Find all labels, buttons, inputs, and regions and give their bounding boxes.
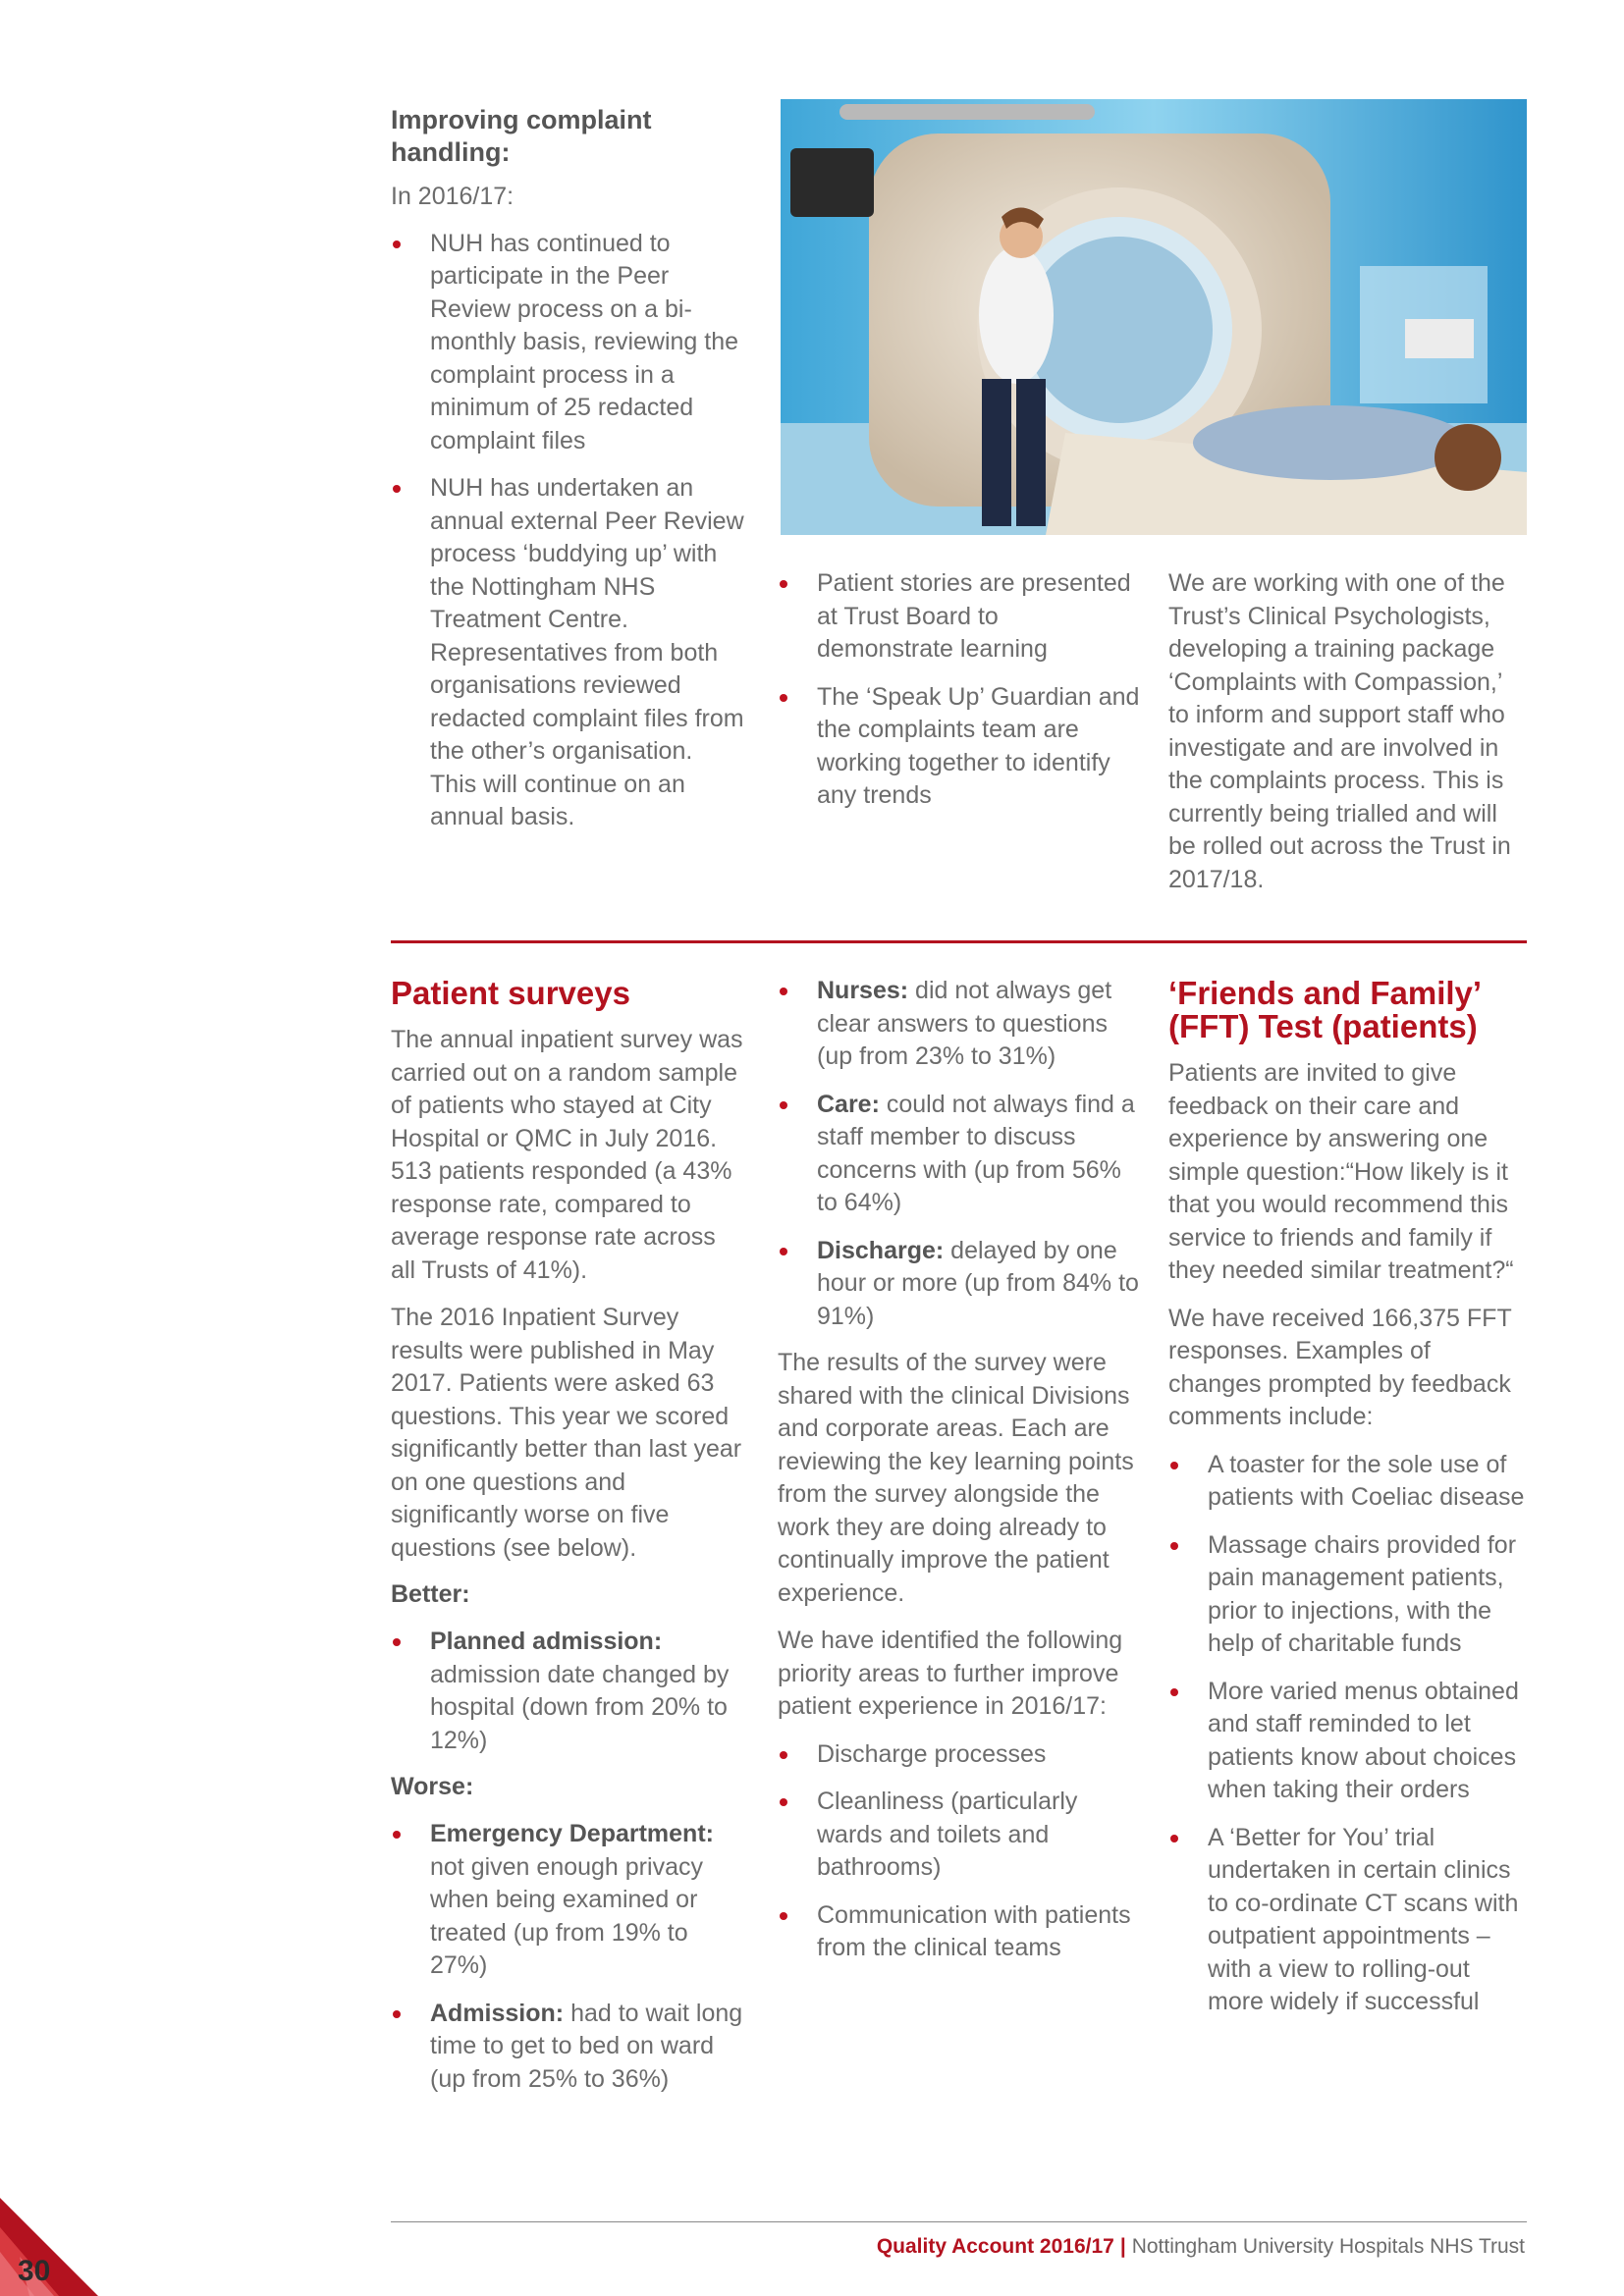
footer xyxy=(877,2234,1525,2260)
list-item: A toaster for the sole use of patients with Coeliac disease xyxy=(1168,1449,1527,1515)
complaints-left-column xyxy=(391,104,744,834)
list-item: NUH has undertaken an annual external Peer Review process ‘buddying up’ with the Nottingham NHS Treatment Centre. Representatives from both organisations reviewed redacted complaint files from the other’s organisation. This will continue on an annual basis. xyxy=(391,472,744,834)
bullet-icon xyxy=(780,1751,787,1759)
bullet-icon xyxy=(1170,1542,1178,1550)
bullet-icon xyxy=(1170,1688,1178,1696)
complaints-intro: In 2016/17: xyxy=(391,183,514,210)
bullet-icon xyxy=(780,1248,787,1255)
surveys-paragraph-2: The 2016 Inpatient Survey results were published in May 2017. Patients were asked 63 questions. This year we scored significantly better than last year on one questions and significantly worse on five questions (see below). xyxy=(391,1304,742,1562)
bullet-icon xyxy=(393,485,401,493)
bullet-icon xyxy=(780,1798,787,1806)
results-paragraph: The results of the survey were shared with the clinical Divisions and corporate areas. Each are reviewing the key learning points from the survey alongside the work they are doing already to continually improve the patient experience. xyxy=(778,1349,1134,1607)
worse-label: Worse: xyxy=(391,1773,474,1800)
fft-heading: ‘Friends and Family’ (FFT) Test (patients) xyxy=(1168,975,1481,1044)
bullet-icon xyxy=(780,988,787,995)
patient-surveys-heading: Patient surveys xyxy=(391,975,630,1011)
list-item: Planned admission: admission date changed by hospital (down from 20% to 12%) xyxy=(391,1626,746,1757)
better-list xyxy=(391,1626,746,1757)
complaints-right-paragraph: We are working with one of the Trust’s Clinical Psychologists, developing a training package ‘Complaints with Compassion,’ to inform and support staff who investigate and are involved in the complaints process. This is currently being trialled and will be rolled out across the Trust in 2017/18. xyxy=(1168,569,1511,893)
priority-list xyxy=(778,1738,1143,1965)
complaints-heading: Improving complaint handling: xyxy=(391,105,652,167)
list-item: The ‘Speak Up’ Guardian and the complaints team are working together to identify any trends xyxy=(778,681,1141,813)
bullet-icon xyxy=(393,1831,401,1839)
ct-scan-image xyxy=(781,99,1527,535)
complaints-bullets-mid xyxy=(778,567,1141,813)
footer-separator: | xyxy=(1119,2235,1126,2258)
list-item: Cleanliness (particularly wards and toilets and bathrooms) xyxy=(778,1786,1143,1885)
list-item: Admission: had to wait long time to get to bed on ward (up from 25% to 36%) xyxy=(391,1998,746,2097)
section-divider xyxy=(391,940,1527,943)
ct-scanner-photo xyxy=(781,99,1527,535)
footer-divider xyxy=(391,2221,1527,2222)
list-item: More varied menus obtained and staff reminded to let patients know about choices when taking their orders xyxy=(1168,1676,1527,1807)
bullet-icon xyxy=(780,580,787,588)
bullet-icon xyxy=(780,694,787,702)
bullet-icon xyxy=(393,2010,401,2018)
worse-list-mid xyxy=(778,975,1143,1333)
complaints-right-column xyxy=(1168,567,1527,896)
footer-organisation: Nottingham University Hospitals NHS Trust xyxy=(1131,2235,1525,2258)
surveys-mid-column xyxy=(778,975,1143,1965)
fft-paragraph-2: We have received 166,375 FFT responses. Examples of changes prompted by feedback comments include: xyxy=(1168,1304,1512,1430)
bullet-icon xyxy=(780,1912,787,1920)
better-label: Better: xyxy=(391,1580,470,1608)
list-item: Nurses: did not always get clear answers to questions (up from 23% to 31%) xyxy=(778,975,1143,1074)
fft-column xyxy=(1168,977,1527,2019)
list-item: Communication with patients from the clinical teams xyxy=(778,1899,1143,1965)
surveys-left-column xyxy=(391,977,746,2096)
list-item: NUH has continued to participate in the Peer Review process on a bi-monthly basis, reviewing the complaint process in a minimum of 25 redacted complaint files xyxy=(391,228,744,458)
bullet-icon xyxy=(393,240,401,248)
list-item: Discharge processes xyxy=(778,1738,1143,1772)
worse-list-left xyxy=(391,1818,746,2096)
complaints-mid-column xyxy=(778,567,1141,813)
list-item: A ‘Better for You’ trial undertaken in certain clinics to co-ordinate CT scans with outpatient appointments – with a view to rolling-out more widely if successful xyxy=(1168,1822,1527,2019)
footer-title: Quality Account 2016/17 xyxy=(876,2235,1114,2258)
bullet-icon xyxy=(1170,1462,1178,1469)
list-item: Care: could not always find a staff member to discuss concerns with (up from 56% to 64%) xyxy=(778,1089,1143,1220)
fft-paragraph-1: Patients are invited to give feedback on their care and experience by answering one simple question:“How likely is it that you would recommend this service to friends and family if they needed similar treatment?“ xyxy=(1168,1059,1514,1284)
complaints-bullets-left xyxy=(391,228,744,834)
bullet-icon xyxy=(1170,1835,1178,1842)
page-number: 30 xyxy=(18,2255,51,2287)
bullet-icon xyxy=(393,1638,401,1646)
surveys-paragraph-1: The annual inpatient survey was carried out on a random sample of patients who stayed at City Hospital or QMC in July 2016. 513 patients responded (a 43% response rate, compared to average response rate across all Trusts of 41%). xyxy=(391,1026,743,1284)
priority-paragraph: We have identified the following priority areas to further improve patient experience in 2016/17: xyxy=(778,1627,1123,1720)
list-item: Massage chairs provided for pain management patients, prior to injections, with the help of charitable funds xyxy=(1168,1529,1527,1661)
bullet-icon xyxy=(780,1101,787,1109)
list-item: Discharge: delayed by one hour or more (up from 84% to 91%) xyxy=(778,1235,1143,1334)
fft-list xyxy=(1168,1449,1527,2019)
list-item: Patient stories are presented at Trust Board to demonstrate learning xyxy=(778,567,1141,667)
list-item: Emergency Department: not given enough privacy when being examined or treated (up from 19% to 27%) xyxy=(391,1818,746,1983)
